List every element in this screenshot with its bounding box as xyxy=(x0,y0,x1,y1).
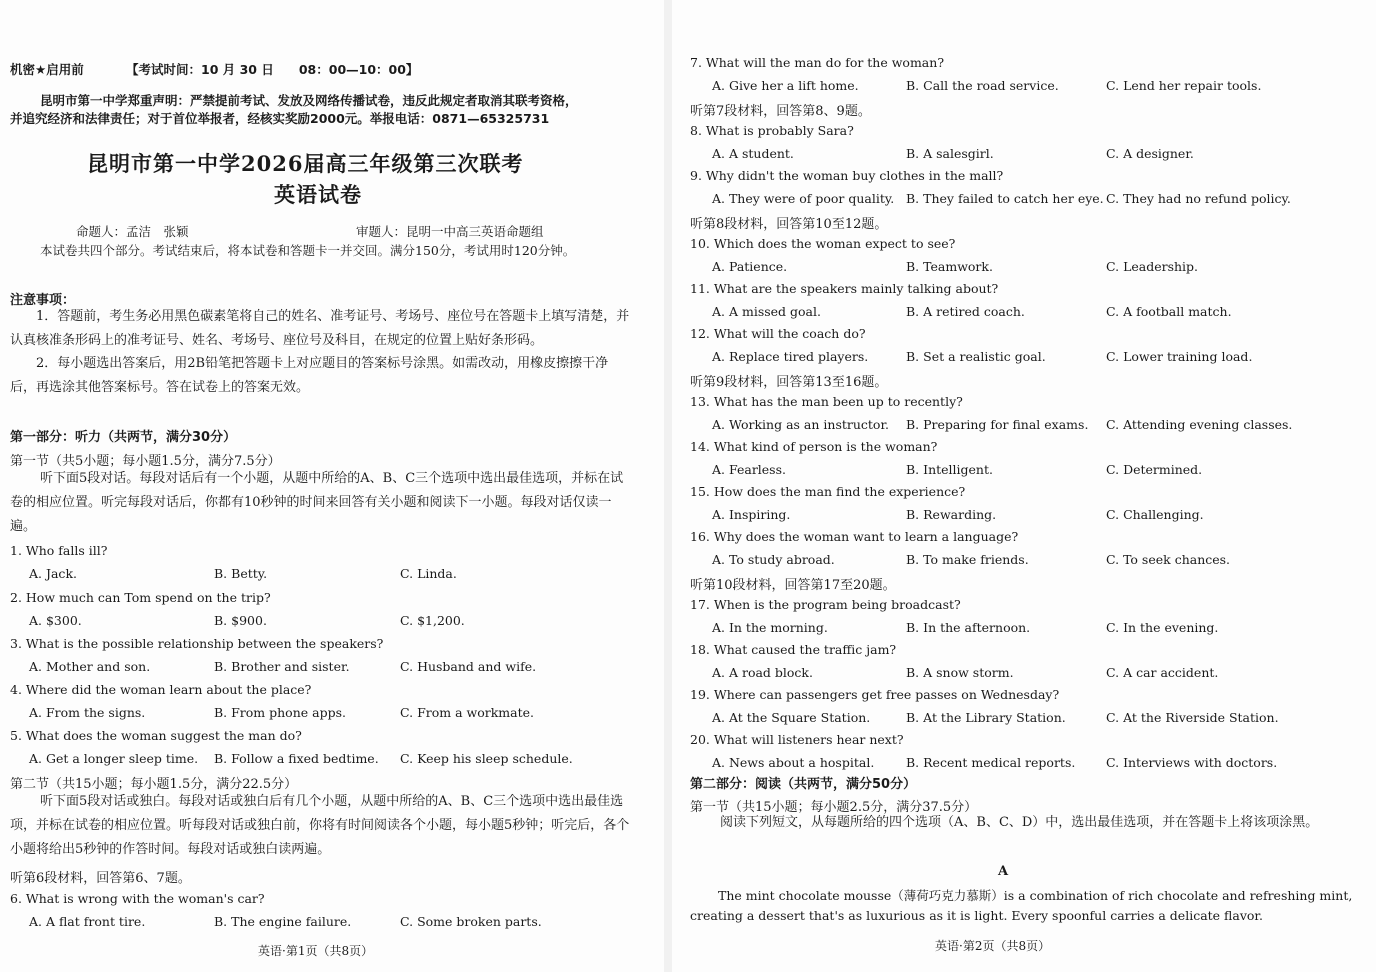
option-4a: A. From the signs. xyxy=(29,705,146,720)
note-item-1: 1．答题前，考生务必用黑色碳素笔将自己的姓名、准考证号、考场号、座位号在答题卡上填写清楚，并认真核准条形码上的准考证号、姓名、考场号、座位号及科目，在规定的位置上贴好条形码。 xyxy=(10,309,630,348)
question-5: 5. What does the woman suggest the man do? xyxy=(10,728,302,743)
option-a: A. At the Square Station. xyxy=(712,710,871,725)
part2-section1-heading: 第一节（共15小题；每小题2.5分，满分37.5分） xyxy=(690,800,978,815)
part1-section2-heading: 第二节（共15小题；每小题1.5分，满分22.5分） xyxy=(10,777,298,792)
option-1a: A. Jack. xyxy=(29,566,77,581)
option-c: C. Lower training load. xyxy=(1106,349,1253,364)
option-a: A. Inspiring. xyxy=(712,507,791,522)
part2-instructions: 阅读下列短文，从每题所给的四个选项（A、B、C、D）中，选出最佳选项，并在答题卡上将该项涂黑。 xyxy=(720,815,1319,830)
notes-heading: 注意事项： xyxy=(10,293,76,308)
option-3b: B. Brother and sister. xyxy=(214,659,350,674)
question-item: 13. What has the man been up to recently? xyxy=(690,394,963,409)
page-gutter xyxy=(664,0,672,972)
option-a: A. News about a hospital. xyxy=(712,755,875,770)
option-b: B. In the afternoon. xyxy=(906,620,1031,635)
option-b: B. Preparing for final exams. xyxy=(906,417,1089,432)
part1-section1-heading: 第一节（共5小题；每小题1.5分，满分7.5分） xyxy=(10,454,281,469)
option-c: C. Leadership. xyxy=(1106,259,1199,274)
option-c: C. In the evening. xyxy=(1106,620,1219,635)
question-item: 14. What kind of person is the woman? xyxy=(690,439,938,454)
question-1: 1. Who falls ill? xyxy=(10,543,108,558)
option-a: A. Replace tired players. xyxy=(712,349,869,364)
listen-instruction: 听第7段材料，回答第8、9题。 xyxy=(690,104,871,119)
option-c: C. A designer. xyxy=(1106,146,1194,161)
part1-section2-instructions: 听下面5段对话或独白。每段对话或独白后有几个小题，从题中所给的A、B、C三个选项中选出最佳选项，并标在试卷的相应位置。听每段对话或独白前，你将有时间阅读各个小题，每小题5秒钟；听完后，各个小题将给出5秒钟的作答时间。每段对话或独白读两遍。 xyxy=(10,794,630,857)
question-item: 16. Why does the woman want to learn a language? xyxy=(690,529,1019,544)
exam-subtitle: 英语试卷 xyxy=(274,182,362,207)
declaration-line-2: 并追究经济和法律责任；对于首位举报者，经核实奖励2000元。举报电话：0871—65325731 xyxy=(10,111,550,126)
question-item: 10. Which does the woman expect to see? xyxy=(690,236,956,251)
intro-text: 本试卷共四个部分。考试结束后，将本试卷和答题卡一并交回。满分150分，考试用时120分钟。 xyxy=(40,243,576,258)
question-item: 20. What will listeners hear next? xyxy=(690,732,904,747)
option-b: B. Recent medical reports. xyxy=(906,755,1076,770)
listen-instruction: 听第10段材料，回答第17至20题。 xyxy=(690,578,896,593)
question-item: 17. When is the program being broadcast? xyxy=(690,597,961,612)
option-a: A. Give her a lift home. xyxy=(712,78,859,93)
page-2 xyxy=(672,0,1376,972)
option-5c: C. Keep his sleep schedule. xyxy=(400,751,573,766)
exam-title: 昆明市第一中学2026届高三年级第三次联考 xyxy=(87,151,524,176)
option-b: B. A retired coach. xyxy=(906,304,1025,319)
confidential-label: 机密★启用前 xyxy=(10,62,84,77)
question-item: 19. Where can passengers get free passes on Wednesday? xyxy=(690,687,1060,702)
option-6a: A. A flat front tire. xyxy=(29,914,146,929)
note-item-2: 2．每小题选出答案后，用2B铅笔把答题卡上对应题目的答案标号涂黑。如需改动，用橡皮擦擦干净后，再选涂其他答案标号。答在试卷上的答案无效。 xyxy=(10,356,609,395)
option-4b: B. From phone apps. xyxy=(214,705,346,720)
option-c: C. They had no refund policy. xyxy=(1106,191,1291,206)
option-c: C. Lend her repair tools. xyxy=(1106,78,1262,93)
option-2b: B. $900. xyxy=(214,613,267,628)
option-b: B. Call the road service. xyxy=(906,78,1059,93)
question-item: 9. Why didn't the woman buy clothes in the mall? xyxy=(690,168,1004,183)
passage-line-2: creating a dessert that's as luxurious as it is light. Every spoonful carries a delicate flavor. xyxy=(690,908,1264,923)
option-5b: B. Follow a fixed bedtime. xyxy=(214,751,379,766)
question-item: 11. What are the speakers mainly talking about? xyxy=(690,281,999,296)
option-6c: C. Some broken parts. xyxy=(400,914,542,929)
question-2: 2. How much can Tom spend on the trip? xyxy=(10,590,271,605)
exam-time: 【考试时间：10 月 30 日 08：00—10：00】 xyxy=(126,62,419,77)
option-b: B. Intelligent. xyxy=(906,462,993,477)
option-a: A. Fearless. xyxy=(712,462,786,477)
option-b: B. Teamwork. xyxy=(906,259,993,274)
option-4c: C. From a workmate. xyxy=(400,705,534,720)
option-a: A. A student. xyxy=(712,146,794,161)
option-a: A. They were of poor quality. xyxy=(712,191,895,206)
option-1c: C. Linda. xyxy=(400,566,457,581)
option-b: B. A salesgirl. xyxy=(906,146,994,161)
question-item: 15. How does the man find the experience? xyxy=(690,484,966,499)
option-3a: A. Mother and son. xyxy=(29,659,151,674)
option-c: C. A football match. xyxy=(1106,304,1232,319)
listen-6-instruction: 听第6段材料，回答第6、7题。 xyxy=(10,871,191,886)
option-c: C. At the Riverside Station. xyxy=(1106,710,1279,725)
option-1b: B. Betty. xyxy=(214,566,268,581)
part1-section1-instructions: 听下面5段对话。每段对话后有一个小题，从题中所给的A、B、C三个选项中选出最佳选项，并标在试卷的相应位置。听完每段对话后，你都有10秒钟的时间来回答有关小题和阅读下一小题。每段对话仅读一遍。 xyxy=(10,471,624,534)
passage-line-1: The mint chocolate mousse（薄荷巧克力慕斯）is a combination of rich chocolate and refreshing mint, xyxy=(718,888,1353,903)
option-6b: B. The engine failure. xyxy=(214,914,352,929)
option-b: B. They failed to catch her eye. xyxy=(906,191,1104,206)
question-3: 3. What is the possible relationship between the speakers? xyxy=(10,636,384,651)
option-b: B. At the Library Station. xyxy=(906,710,1066,725)
declaration-line-1: 昆明市第一中学郑重声明：严禁提前考试、发放及网络传播试卷，违反此规定者取消其联考资格， xyxy=(40,93,578,108)
question-6: 6. What is wrong with the woman's car? xyxy=(10,891,265,906)
option-2a: A. $300. xyxy=(29,613,82,628)
page-1 xyxy=(0,0,664,972)
reviewer: 审题人：昆明一中高三英语命题组 xyxy=(356,224,544,239)
option-b: B. A snow storm. xyxy=(906,665,1014,680)
option-5a: A. Get a longer sleep time. xyxy=(29,751,199,766)
option-c: C. Challenging. xyxy=(1106,507,1204,522)
part1-heading: 第一部分：听力（共两节，满分30分） xyxy=(10,430,237,445)
option-c: C. Attending evening classes. xyxy=(1106,417,1293,432)
passage-label: A xyxy=(998,864,1009,879)
question-item: 12. What will the coach do? xyxy=(690,326,866,341)
option-a: A. Patience. xyxy=(712,259,788,274)
option-a: A. In the morning. xyxy=(712,620,828,635)
option-c: C. Determined. xyxy=(1106,462,1203,477)
listen-instruction: 听第9段材料，回答第13至16题。 xyxy=(690,375,888,390)
page-1-footer: 英语·第1页（共8页） xyxy=(258,944,374,958)
part2-heading: 第二部分：阅读（共两节，满分50分） xyxy=(690,777,917,792)
question-item: 8. What is probably Sara? xyxy=(690,123,854,138)
option-c: C. A car accident. xyxy=(1106,665,1219,680)
option-c: C. To seek chances. xyxy=(1106,552,1231,567)
option-b: B. To make friends. xyxy=(906,552,1029,567)
composer: 命题人：孟洁 张颖 xyxy=(76,224,189,239)
question-4: 4. Where did the woman learn about the place? xyxy=(10,682,312,697)
page-2-footer: 英语·第2页（共8页） xyxy=(935,939,1051,953)
option-a: A. Working as an instructor. xyxy=(712,417,890,432)
option-2c: C. $1,200. xyxy=(400,613,465,628)
option-b: B. Set a realistic goal. xyxy=(906,349,1046,364)
option-b: B. Rewarding. xyxy=(906,507,997,522)
option-c: C. Interviews with doctors. xyxy=(1106,755,1278,770)
option-a: A. To study abroad. xyxy=(712,552,835,567)
question-item: 7. What will the man do for the woman? xyxy=(690,55,945,70)
question-item: 18. What caused the traffic jam? xyxy=(690,642,897,657)
option-3c: C. Husband and wife. xyxy=(400,659,537,674)
option-a: A. A missed goal. xyxy=(712,304,821,319)
option-a: A. A road block. xyxy=(712,665,813,680)
listen-instruction: 听第8段材料，回答第10至12题。 xyxy=(690,217,888,232)
